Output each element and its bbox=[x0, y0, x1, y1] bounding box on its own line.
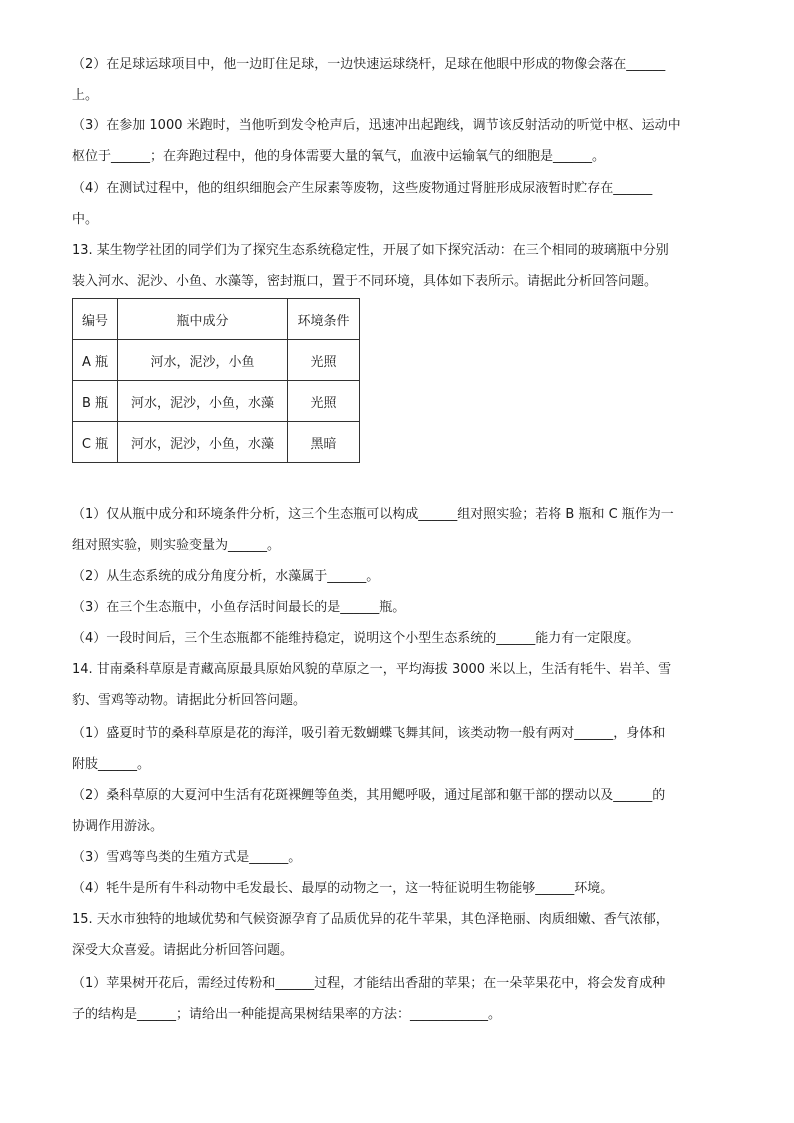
table-cell: B 瓶 bbox=[73, 381, 118, 422]
table-row bbox=[73, 381, 360, 422]
q13-1-line-1: （1）仅从瓶中成分和环境条件分析，这三个生态瓶可以构成______组对照实验；若将 B 瓶和 C 瓶作为一 bbox=[72, 507, 674, 522]
ecosystem-bottle-table bbox=[72, 298, 360, 463]
q12-4-line-2: 中。 bbox=[72, 212, 99, 227]
table-header-row bbox=[73, 299, 360, 340]
table-cell: 光照 bbox=[288, 381, 360, 422]
table-cell: A 瓶 bbox=[73, 340, 118, 381]
q13-4-line: （4）一段时间后，三个生态瓶都不能维持稳定，说明这个小型生态系统的______能力有一定限度。 bbox=[72, 631, 640, 646]
q15-1-line-2: 子的结构是______；请给出一种能提高果树结果率的方法：____________。 bbox=[72, 1007, 502, 1022]
q15-1-line-1: （1）苹果树开花后，需经过传粉和______过程，才能结出香甜的苹果；在一朵苹果花中，将会发育成种 bbox=[72, 976, 666, 991]
q12-2-line-1: （2）在足球运球项目中，他一边盯住足球，一边快速运球绕杆，足球在他眼中形成的物像会落在______ bbox=[72, 57, 666, 72]
table-row bbox=[73, 422, 360, 463]
q12-4-line-1: （4）在测试过程中，他的组织细胞会产生尿素等废物，这些废物通过肾脏形成尿液暂时贮存在______ bbox=[72, 181, 653, 196]
q14-stem-line-1: 14. 甘南桑科草原是青藏高原最具原始风貌的草原之一，平均海拔 3000 米以上，生活有牦牛、岩羊、雪 bbox=[72, 662, 672, 677]
q13-stem-line-2: 装入河水、泥沙、小鱼、水藻等，密封瓶口，置于不同环境，具体如下表所示。请据此分析回答问题。 bbox=[72, 274, 658, 289]
q14-2-line-1: （2）桑科草原的大夏河中生活有花斑裸鲤等鱼类，其用鳃呼吸，通过尾部和躯干部的摆动以及______的 bbox=[72, 788, 666, 803]
q14-2-line-2: 协调作用游泳。 bbox=[72, 819, 164, 834]
q14-4-line: （4）牦牛是所有牛科动物中毛发最长、最厚的动物之一，这一特征说明生物能够______环境。 bbox=[72, 881, 614, 896]
q13-stem-line-1: 13. 某生物学社团的同学们为了探究生态系统稳定性，开展了如下探究活动：在三个相同的玻璃瓶中分别 bbox=[72, 243, 669, 258]
q13-2-line: （2）从生态系统的成分角度分析，水藻属于______。 bbox=[72, 569, 380, 584]
q14-1-line-2: 附肢______。 bbox=[72, 757, 151, 772]
table-cell: 黑暗 bbox=[288, 422, 360, 463]
table-cell: 河水，泥沙，小鱼 bbox=[118, 340, 288, 381]
q14-1-line-1: （1）盛夏时节的桑科草原是花的海洋，吸引着无数蝴蝶飞舞其间，该类动物一般有两对______，身体和 bbox=[72, 726, 666, 741]
q12-3-line-2: 枢位于______；在奔跑过程中，他的身体需要大量的氧气，血液中运输氧气的细胞是______。 bbox=[72, 149, 606, 164]
q15-stem-line-1: 15. 天水市独特的地域优势和气候资源孕育了品质优异的花牛苹果，其色泽艳丽、肉质细嫩、香气浓郁， bbox=[72, 912, 669, 927]
q13-1-line-2: 组对照实验，则实验变量为______。 bbox=[72, 538, 281, 553]
q14-stem-line-2: 豹、雪鸡等动物。请据此分析回答问题。 bbox=[72, 693, 307, 708]
q15-stem-line-2: 深受大众喜爱。请据此分析回答问题。 bbox=[72, 943, 294, 958]
table-cell: 光照 bbox=[288, 340, 360, 381]
table-cell: 河水，泥沙，小鱼，水藻 bbox=[118, 381, 288, 422]
table-cell: C 瓶 bbox=[73, 422, 118, 463]
table-header-cell: 编号 bbox=[73, 299, 118, 340]
table-header-cell: 环境条件 bbox=[288, 299, 360, 340]
q14-3-line: （3）雪鸡等鸟类的生殖方式是______。 bbox=[72, 850, 302, 865]
q13-3-line: （3）在三个生态瓶中，小鱼存活时间最长的是______瓶。 bbox=[72, 600, 406, 615]
table-cell: 河水，泥沙，小鱼，水藻 bbox=[118, 422, 288, 463]
table-row bbox=[73, 340, 360, 381]
q12-2-line-2: 上。 bbox=[72, 88, 99, 103]
q12-3-line-1: （3）在参加 1000 米跑时，当他听到发令枪声后，迅速冲出起跑线，调节该反射活动的听觉中枢、运动中 bbox=[72, 118, 681, 133]
table-header-cell: 瓶中成分 bbox=[118, 299, 288, 340]
